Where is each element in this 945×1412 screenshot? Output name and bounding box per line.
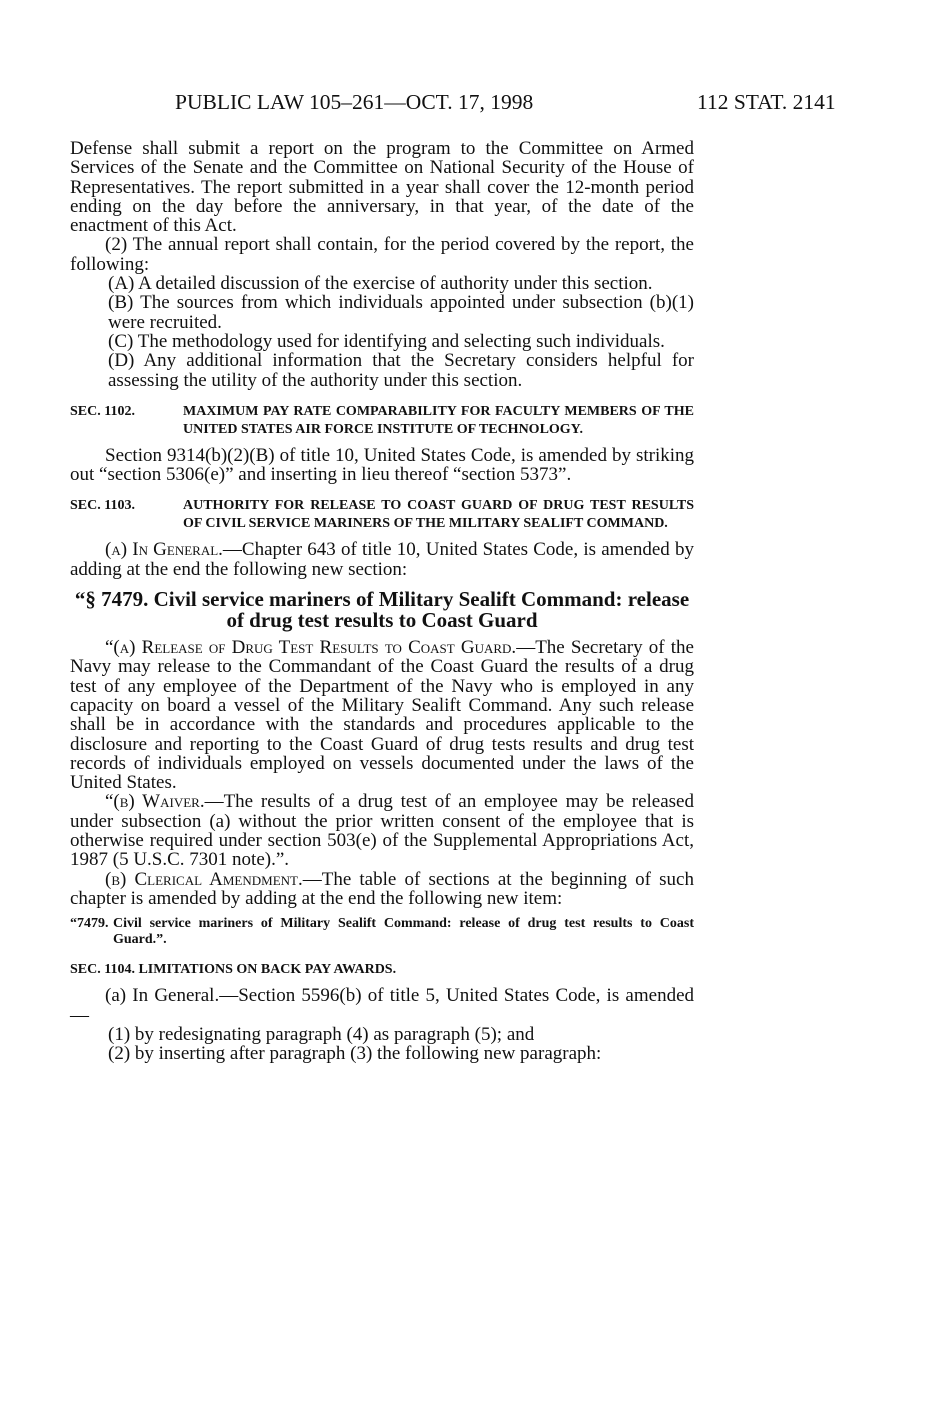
subsection-text-release: —The Secretary of the Navy may release to the Commandant of the Coast Guard the results of a drug test of any employee of the Department of the Navy who is employed in any capacity on board a vessel of the Military Sealift Command. Any such release shall be in accordance with the standards and procedures applicable to the disclosure and reporting to the Coast Guard of drug tests results and drug test records of individuals employed on vessels documented under the laws of the United States. xyxy=(70,637,694,794)
subsection-text-waiver: —The results of a drug test of an employee may be released under subsection (a) without the prior written consent of the employee that is otherwise required under section 503(e) of the Supplemental Appropriations Act, 1987 (5 U.S.C. 7301 note).”. xyxy=(70,791,694,871)
list-item-1104-2: (2) by inserting after paragraph (3) the following new paragraph: xyxy=(108,1043,602,1065)
paragraph-sec1104-a: (a) In General.—Section 5596(b) of title 5, United States Code, is amended— xyxy=(70,985,694,1026)
list-item-d: (D) Any additional information that the Secretary considers helpful for assessing the utility of the authority under this section. xyxy=(108,350,694,391)
section-heading-1103 xyxy=(70,497,694,533)
paragraph-sec1102: Section 9314(b)(2)(B) of title 10, United States Code, is amended by striking out “section 5306(e)” and inserting in lieu thereof “section 5373”. xyxy=(70,444,694,486)
paragraph-release xyxy=(70,638,694,792)
page-body xyxy=(70,139,694,1063)
list-item-a: (A) A detailed discussion of the exercise of authority under this section. xyxy=(108,273,653,295)
new-section-title-7479: “§ 7479. Civil service mariners of Military Sealift Command: release of drug test results to Coast Guard xyxy=(74,587,690,633)
subsection-label-in-general: (a) In General. xyxy=(105,539,223,561)
section-number-1104: SEC. 1104. xyxy=(70,962,135,978)
section-title-1103: AUTHORITY FOR RELEASE TO COAST GUARD OF DRUG TEST RESULTS OF CIVIL SERVICE MARINERS OF THE MILITARY SEALIFT COMMAND. xyxy=(183,498,694,532)
page-header-title: PUBLIC LAW 105–261—OCT. 17, 1998 xyxy=(175,90,534,114)
page-header-stat: 112 STAT. 2141 xyxy=(697,90,836,114)
section-heading-1104 xyxy=(70,961,694,979)
section-title-1102: MAXIMUM PAY RATE COMPARABILITY FOR FACULTY MEMBERS OF THE UNITED STATES AIR FORCE INSTITUTE OF TECHNOLOGY. xyxy=(183,403,694,437)
paragraph-clerical-amendment xyxy=(70,870,694,909)
subsection-label-release: “(a) Release of Drug Test Results to Coast Guard. xyxy=(105,637,517,659)
section-number-1103: SEC. 1103. xyxy=(70,498,135,514)
paragraph-annual-report: (2) The annual report shall contain, for the period covered by the report, the following: xyxy=(70,234,694,275)
list-item-b: (B) The sources from which individuals appointed under subsection (b)(1) were recruited. xyxy=(108,292,694,333)
paragraph-sec1103-a xyxy=(70,540,694,579)
subsection-text-in-general: —Chapter 643 of title 10, United States Code, is amended by adding at the end the following new section: xyxy=(70,539,694,580)
section-title-1104: LIMITATIONS ON BACK PAY AWARDS. xyxy=(138,962,397,978)
paragraph-waiver xyxy=(70,792,694,869)
section-number-1102: SEC. 1102. xyxy=(70,403,135,419)
subsection-label-waiver: “(b) Waiver. xyxy=(105,791,205,813)
list-item-c: (C) The methodology used for identifying and selecting such individuals. xyxy=(108,330,665,352)
list-item-1104-1: (1) by redesignating paragraph (4) as paragraph (5); and xyxy=(108,1023,535,1045)
table-of-sections-entry xyxy=(70,916,694,948)
subsection-text-clerical: —The table of sections at the beginning of such chapter is amended by adding at the end the following new item: xyxy=(70,868,694,909)
table-entry-number: “7479. xyxy=(70,916,109,932)
table-entry-text: Civil service mariners of Military Sealift Command: release of drug test results to Coast Guard.”. xyxy=(113,916,694,948)
paragraph-report-submission: Defense shall submit a report on the program to the Committee on Armed Services of the Senate and the Committee on National Security of the House of Representatives. The report submitted in a year shall cover the 12-month period ending on the day before the anniversary, in that year, of the date of the enactment of this Act. xyxy=(70,138,694,237)
page-header xyxy=(0,90,945,116)
subsection-label-clerical: (b) Clerical Amendment. xyxy=(105,868,303,890)
section-heading-1102 xyxy=(70,403,694,439)
